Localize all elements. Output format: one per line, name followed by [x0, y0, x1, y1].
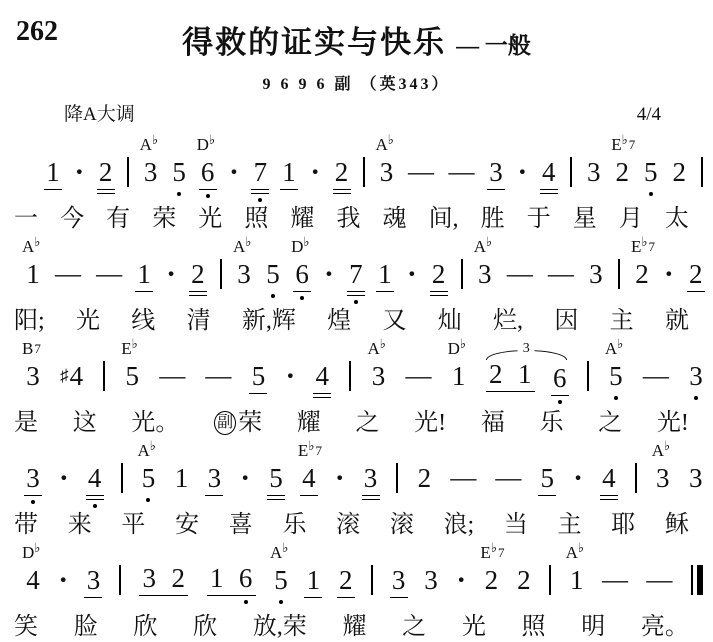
barline: [121, 463, 123, 493]
key-time-row: [0, 94, 713, 126]
augmentation-dot: ·: [166, 257, 176, 290]
note: 5: [251, 360, 266, 391]
chord-label: A♭: [233, 233, 252, 256]
augmentation-dot: ·: [324, 257, 334, 290]
barline: [396, 463, 398, 493]
note: 6: [239, 565, 253, 592]
chord-label: A♭: [604, 335, 624, 358]
lyric-syllable: 带: [14, 512, 38, 539]
chord-label: A♭: [375, 131, 394, 154]
barline: [587, 361, 589, 391]
chord-extension: 7: [648, 238, 656, 254]
note: 3 A♭: [473, 233, 493, 289]
note: 2: [672, 156, 686, 187]
lyric-syllable: 有: [106, 206, 131, 233]
chord-extension: 7: [497, 544, 505, 560]
barline: [371, 565, 373, 595]
flat-icon: ♭: [621, 131, 628, 147]
chord-extension: 7: [34, 340, 41, 356]
note: 5 A♭: [274, 567, 288, 594]
lyric-syllable: 耀: [342, 614, 367, 641]
note: 1: [46, 156, 60, 187]
note: 3 A♭: [375, 131, 394, 187]
note: 3: [207, 462, 222, 493]
lyric-syllable: 之: [598, 410, 623, 437]
chord-label: A♭: [22, 233, 41, 256]
lyric-syllable: 来: [67, 512, 92, 539]
flat-icon: ♭: [577, 539, 585, 555]
note: 1 D♭: [447, 335, 467, 391]
note: 3 A♭: [233, 233, 252, 289]
triplet-label: 3: [518, 342, 535, 356]
lyric-syllable: 喜: [228, 512, 253, 539]
octave-dot: [649, 192, 653, 196]
note: 1: [517, 358, 532, 389]
lyric-syllable: 星: [572, 206, 597, 233]
octave-dot: [271, 294, 275, 298]
triplet-group: [486, 340, 567, 393]
lyric-syllable: 照: [244, 206, 269, 233]
note-dash: —: [506, 259, 533, 289]
note: 4: [315, 360, 330, 391]
flat-icon: ♭: [308, 437, 315, 453]
lyric-syllable: 线: [131, 308, 156, 335]
flat-icon: ♭: [379, 335, 386, 351]
lyric-syllable: 浪;: [443, 512, 475, 539]
augmentation-dot: ·: [664, 257, 674, 290]
chord-label: D♭: [22, 539, 41, 562]
barline: [349, 361, 351, 391]
chord-label: D♭: [291, 233, 310, 256]
notation-line-2: [0, 233, 713, 291]
final-barline-thin: [691, 565, 693, 595]
octave-dot: [93, 504, 97, 508]
octave-dot: [244, 600, 248, 604]
flat-icon: ♭: [131, 335, 138, 351]
note: 3: [589, 258, 603, 289]
flat-icon: ♭: [641, 233, 648, 249]
augmentation-dot: ·: [58, 563, 69, 596]
barline: [103, 361, 105, 391]
lyric-syllable: 光。: [131, 410, 180, 437]
flat-icon: ♭: [387, 131, 394, 147]
note: 4: [602, 462, 616, 493]
note: 5 A♭: [141, 465, 155, 492]
lyric-syllable: 这: [72, 410, 97, 437]
note: 5: [644, 159, 658, 186]
note: 4: [88, 465, 102, 492]
lyric-syllable: 灿: [437, 308, 462, 335]
note: 1 A♭: [565, 539, 585, 595]
octave-dot: [300, 296, 304, 300]
lyric-syllable: 脸: [73, 614, 98, 641]
hymn-number: 262: [16, 16, 58, 47]
lyric-syllable: 又: [382, 308, 407, 335]
flat-icon: ♭: [282, 539, 289, 555]
note: 2: [689, 258, 703, 289]
augmentation-dot: ·: [229, 155, 239, 188]
note: 6 D♭: [295, 261, 309, 288]
lyric-syllable: 光: [75, 308, 100, 335]
chord-label: A♭: [139, 131, 159, 154]
chord-label: E♭7: [631, 233, 656, 256]
note: 3 B7: [22, 338, 41, 391]
note: 5: [540, 462, 555, 493]
lyric-syllable: 就: [664, 308, 689, 335]
lyric-syllable: 滚: [389, 512, 414, 539]
octave-dot: [354, 300, 358, 304]
meter-line: 9 6 9 6 副 （英343）: [262, 76, 451, 94]
chord-label: A♭: [651, 437, 671, 460]
chord-label: D♭: [196, 131, 216, 154]
note: 2: [171, 562, 185, 593]
note: 1 A♭: [22, 233, 41, 289]
beam-group: [486, 358, 535, 392]
note: 3: [586, 156, 601, 187]
lyric-syllable: 欣: [193, 614, 218, 641]
lyric-syllable: 福: [480, 410, 505, 437]
note: 5: [269, 462, 283, 493]
barline: [363, 157, 365, 187]
barline: [461, 259, 463, 289]
lyric-syllable: 滚: [336, 512, 361, 539]
note: 3: [26, 465, 40, 492]
augmentation-dot: ·: [573, 461, 583, 494]
music-system-3: [0, 332, 713, 437]
lyric-syllable: 清: [186, 308, 211, 335]
note: 1: [306, 564, 321, 595]
note: 3 A♭: [139, 131, 159, 187]
lyric-syllable: 光: [198, 206, 223, 233]
flat-icon: ♭: [34, 233, 41, 249]
augmentation-dot: ·: [310, 155, 321, 188]
note: 4 D♭: [22, 539, 41, 595]
augmentation-dot: ·: [334, 461, 345, 494]
title-row: [0, 26, 713, 60]
lyric-syllable: 欣: [133, 614, 158, 641]
lyric-syllable: 副 荣: [214, 409, 262, 438]
lyric-syllable: 放,荣: [252, 614, 307, 641]
chord-label: E♭7: [297, 437, 322, 460]
refrain-mark: 副: [214, 411, 236, 435]
note-dash: —: [642, 361, 669, 391]
note: 2: [417, 462, 432, 493]
music-system-1: [0, 128, 713, 233]
note: 2 E♭7: [631, 233, 656, 289]
flat-icon: ♭: [149, 437, 156, 453]
chord-label: E♭7: [611, 131, 636, 154]
octave-dot: [177, 192, 181, 196]
note-dash: —: [408, 157, 435, 187]
barline: [127, 157, 129, 187]
note: 2 E♭7: [480, 539, 505, 595]
barline: [635, 463, 637, 493]
chord-label: D♭: [447, 335, 467, 358]
flat-icon: ♭: [490, 539, 497, 555]
note: 5 A♭: [609, 363, 623, 390]
note-dash: —: [405, 361, 432, 391]
lyric-syllable: 烂,: [493, 308, 524, 335]
octave-dot: [206, 194, 210, 198]
lyric-syllable: 是: [14, 410, 38, 437]
key-signature: 降A大调: [64, 104, 135, 126]
note-dash: —: [55, 259, 82, 289]
octave-dot: [258, 198, 262, 202]
lyric-syllable: 当: [503, 512, 528, 539]
beam-group: [139, 562, 188, 596]
chord-label: A♭: [565, 539, 585, 562]
music-system-4: [0, 434, 713, 539]
note: 1: [378, 258, 392, 289]
lyric-syllable: 明: [581, 614, 606, 641]
flat-icon: ♭: [486, 233, 493, 249]
note: 6 D♭: [201, 159, 215, 186]
chord-extension: 7: [315, 442, 322, 458]
augmentation-dot: ·: [74, 155, 85, 188]
flat-icon: ♭: [245, 233, 252, 249]
lyric-syllable: 间,: [428, 206, 459, 233]
barline: [618, 259, 620, 289]
lyric-syllable: 因: [554, 308, 579, 335]
augmentation-dot: ·: [456, 563, 467, 596]
lyric-syllable: 今: [60, 206, 85, 233]
lyric-syllable: 光!: [414, 410, 447, 437]
lyric-syllable: 主: [609, 308, 634, 335]
note: 7: [349, 261, 363, 288]
flat-icon: ♭: [151, 131, 159, 147]
lyric-syllable: 耀: [296, 410, 321, 437]
note: 3: [688, 462, 703, 493]
flat-icon: ♭: [664, 437, 671, 453]
note: 3: [363, 462, 378, 493]
lyric-syllable: 月: [618, 206, 643, 233]
page-title: 得救的证实与快乐: [182, 25, 447, 60]
flat-icon: ♭: [208, 131, 216, 147]
note: ♯4: [60, 360, 84, 391]
title-category: — 一般: [456, 33, 531, 58]
augmentation-dot: ·: [58, 461, 69, 494]
note: 1: [209, 562, 224, 593]
lyric-syllable: 荣: [152, 206, 177, 233]
lyric-syllable: 煌: [327, 308, 352, 335]
beam-group: [207, 562, 256, 596]
sharp-icon: ♯: [60, 365, 69, 385]
augmentation-dot: ·: [406, 257, 417, 290]
note-dash: —: [547, 259, 574, 289]
note: 1: [137, 258, 151, 289]
notation-line-3: [0, 335, 713, 393]
lyric-syllable: 照: [521, 614, 546, 641]
chord-extension: 7: [628, 136, 636, 152]
note-dash: —: [601, 565, 628, 595]
note: 3 A♭: [651, 437, 671, 493]
lyric-syllable: 之: [402, 614, 427, 641]
time-signature: 4/4: [636, 104, 661, 126]
note-dash: —: [96, 259, 123, 289]
lyric-syllable: 于: [526, 206, 551, 233]
lyric-syllable: 耀: [290, 206, 315, 233]
note: 7: [253, 159, 267, 186]
octave-dot: [279, 600, 283, 604]
note: 3: [86, 564, 101, 595]
notation-line-4: [0, 437, 713, 495]
lyric-syllable: 乐: [539, 410, 564, 437]
note-dash: —: [448, 157, 475, 187]
barline: [220, 259, 222, 289]
note: 2: [339, 564, 353, 595]
lyric-syllable: 笑: [14, 614, 38, 641]
lyric-syllable: 阳;: [14, 308, 45, 335]
note: 2: [488, 358, 503, 389]
lyric-syllable: 耶: [611, 512, 636, 539]
octave-dot: [558, 400, 562, 404]
note: 4: [541, 156, 556, 187]
lyric-syllable: 乐: [282, 512, 307, 539]
chord-label: A♭: [270, 539, 289, 562]
augmentation-dot: ·: [240, 461, 251, 494]
chord-label: A♭: [137, 437, 156, 460]
barline: [549, 565, 551, 595]
chord-label: A♭: [473, 233, 493, 256]
notation-line-5: [0, 539, 713, 597]
octave-dot: [694, 396, 698, 400]
note: 3: [391, 564, 406, 595]
note-dash: —: [495, 463, 522, 493]
lyric-syllable: 光: [461, 614, 486, 641]
chord-label: A♭: [367, 335, 386, 358]
flat-icon: ♭: [303, 233, 310, 249]
note: 3: [489, 156, 503, 187]
lyric-syllable: 主: [557, 512, 582, 539]
note: 2: [334, 156, 349, 187]
barline: [570, 157, 572, 187]
note: 3: [142, 562, 156, 593]
lyric-syllable: 魂: [382, 206, 407, 233]
final-barline: [691, 565, 703, 595]
note: 3 A♭: [367, 335, 386, 391]
lyric-syllable: 亮。: [640, 614, 689, 641]
note: 1: [282, 156, 296, 187]
note: 2: [431, 258, 446, 289]
augmentation-dot: ·: [517, 155, 528, 188]
lyric-syllable: 光!: [656, 410, 689, 437]
lyric-syllable: 一: [14, 206, 38, 233]
note: 6: [553, 365, 567, 392]
barline: [119, 565, 121, 595]
lyric-syllable: 新,辉: [241, 308, 296, 335]
note: 5: [266, 261, 280, 288]
lyrics-line-5: [0, 613, 713, 642]
note: 2: [517, 564, 531, 595]
octave-dot: [146, 498, 150, 502]
note-dash: —: [450, 463, 477, 493]
note: 2 E♭7: [611, 131, 636, 187]
note: 5 E♭: [121, 335, 139, 391]
note: 4 E♭7: [297, 437, 322, 493]
notation-systems: [0, 128, 713, 641]
lyric-syllable: 平: [121, 512, 146, 539]
chord-label: E♭: [121, 335, 138, 358]
notation-line-1: [0, 131, 713, 189]
flat-icon: ♭: [459, 335, 467, 351]
note-dash: —: [646, 565, 673, 595]
note: 3: [424, 564, 438, 595]
music-system-2: [0, 230, 713, 335]
note-dash: —: [159, 361, 186, 391]
augmentation-dot: ·: [285, 359, 296, 392]
chord-label: E♭7: [480, 539, 505, 562]
note: 2: [98, 156, 113, 187]
note: 1: [174, 462, 189, 493]
barline: [701, 157, 703, 187]
lyric-syllable: 稣: [664, 512, 689, 539]
lyric-syllable: 安: [175, 512, 200, 539]
octave-dot: [614, 396, 618, 400]
lyric-syllable: 之: [355, 410, 380, 437]
flat-icon: ♭: [617, 335, 624, 351]
lyric-syllable: 我: [336, 206, 361, 233]
note: 3: [689, 363, 703, 390]
final-barline-thick: [697, 565, 703, 595]
lyric-syllable: 胜: [480, 206, 505, 233]
note-dash: —: [205, 361, 232, 391]
note: 5: [172, 159, 186, 186]
flat-icon: ♭: [34, 539, 41, 555]
music-system-5: [0, 536, 713, 641]
octave-dot: [31, 500, 35, 504]
note: 2: [191, 258, 205, 289]
chord-label: B7: [22, 338, 41, 358]
lyric-syllable: 太: [664, 206, 689, 233]
